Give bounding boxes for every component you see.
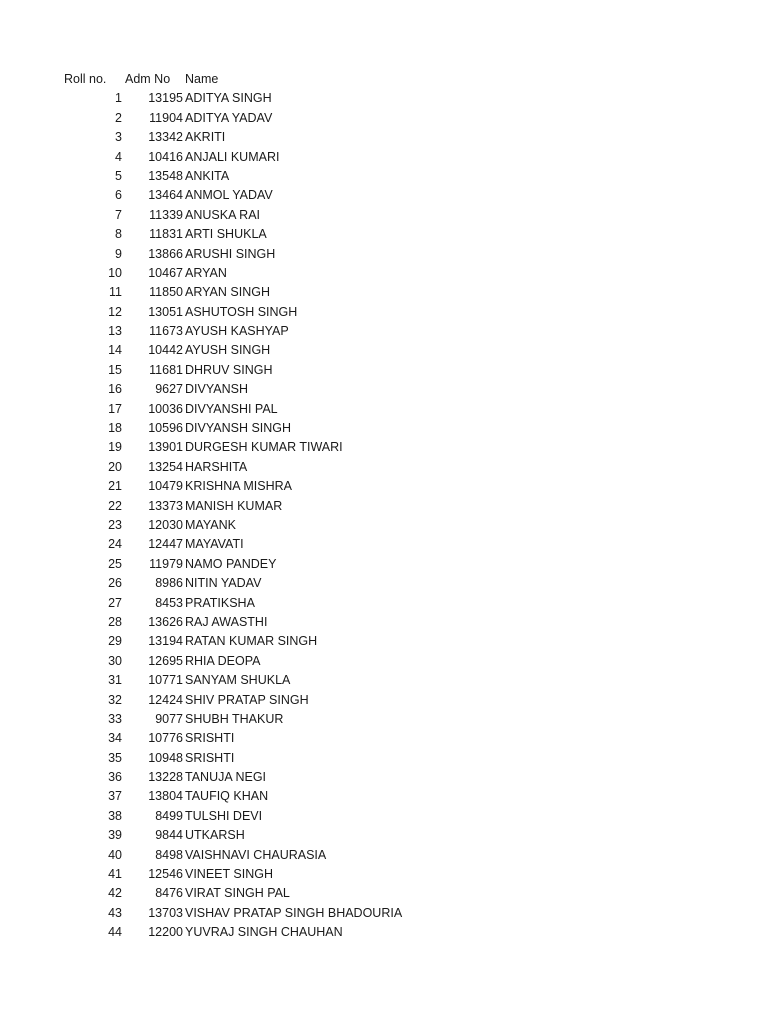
roll-no-cell: 11 — [109, 285, 122, 300]
name-cell: YUVRAJ SINGH CHAUHAN — [185, 925, 343, 940]
adm-no-cell: 10467 — [148, 265, 183, 280]
roll-no-cell: 22 — [108, 498, 122, 513]
table-row — [0, 186, 768, 205]
roll-no-cell: 33 — [108, 711, 122, 726]
roll-no-cell: 21 — [108, 479, 122, 494]
name-cell: NITIN YADAV — [185, 576, 262, 591]
roll-no-cell: 32 — [108, 692, 122, 707]
adm-no-cell: 11831 — [149, 227, 183, 242]
table-row — [0, 555, 768, 574]
name-cell: NAMO PANDEY — [185, 556, 277, 571]
table-row — [0, 904, 768, 923]
adm-no-cell: 12546 — [148, 867, 183, 882]
name-cell: ANUSKA RAI — [185, 207, 261, 222]
adm-no-cell: 12200 — [148, 925, 183, 940]
adm-no-cell: 8453 — [155, 595, 183, 610]
roll-no-cell: 12 — [108, 304, 122, 319]
adm-no-cell: 13373 — [148, 498, 183, 513]
table-row — [0, 128, 768, 147]
roll-no-cell: 44 — [108, 925, 122, 940]
name-cell: AYUSH SINGH — [185, 343, 271, 358]
name-cell: ADITYA YADAV — [185, 110, 273, 125]
adm-no-cell: 11673 — [149, 324, 183, 339]
adm-no-cell: 8498 — [155, 847, 183, 862]
roll-no-cell: 2 — [115, 110, 122, 125]
adm-no-cell: 8986 — [155, 576, 183, 591]
adm-no-cell: 11681 — [149, 362, 183, 377]
roll-no-cell: 13 — [108, 324, 122, 339]
adm-no-cell: 9077 — [155, 711, 183, 726]
name-cell: TANUJA NEGI — [185, 770, 267, 785]
table-row — [0, 652, 768, 671]
roll-no-cell: 42 — [108, 886, 122, 901]
name-cell: RHIA DEOPA — [185, 653, 261, 668]
table-row — [0, 283, 768, 302]
roll-no-cell: 41 — [108, 867, 122, 882]
table-row — [0, 594, 768, 613]
table-row — [0, 264, 768, 283]
roll-no-cell: 27 — [108, 595, 122, 610]
table-row — [0, 380, 768, 399]
name-cell: ANMOL YADAV — [185, 188, 273, 203]
name-cell: TULSHI DEVI — [185, 808, 263, 823]
table-row — [0, 807, 768, 826]
table-row — [0, 729, 768, 748]
adm-no-cell: 11850 — [149, 285, 183, 300]
name-cell: VAISHNAVI CHAURASIA — [185, 847, 327, 862]
roll-no-cell: 28 — [108, 614, 122, 629]
name-cell: VINEET SINGH — [185, 867, 273, 882]
adm-no-cell: 9844 — [155, 828, 183, 843]
adm-no-cell: 13228 — [148, 770, 183, 785]
adm-no-cell: 13626 — [148, 614, 183, 629]
adm-no-cell: 12424 — [148, 692, 183, 707]
roll-no-cell: 20 — [108, 459, 122, 474]
roll-no-cell: 24 — [108, 537, 122, 552]
name-cell: MAYAVATI — [185, 537, 244, 552]
name-cell: RATAN KUMAR SINGH — [185, 634, 318, 649]
roll-no-cell: 5 — [115, 168, 122, 183]
adm-no-cell: 13254 — [148, 459, 183, 474]
roll-no-cell: 25 — [108, 556, 122, 571]
name-cell: ARYAN SINGH — [185, 285, 270, 300]
name-cell: VISHAV PRATAP SINGH BHADOURIA — [185, 905, 403, 920]
name-cell: DIVYANSH SINGH — [185, 421, 292, 436]
roll-no-cell: 16 — [108, 382, 122, 397]
table-row — [0, 148, 768, 167]
adm-no-cell: 10479 — [148, 479, 183, 494]
table-row — [0, 341, 768, 360]
name-cell: MAYANK — [185, 517, 236, 532]
name-cell: ARUSHI SINGH — [185, 246, 276, 261]
roll-no-cell: 1 — [115, 91, 122, 106]
name-cell: ARYAN — [185, 265, 227, 280]
roll-no-cell: 15 — [108, 362, 122, 377]
roll-no-cell: 31 — [108, 673, 122, 688]
adm-no-cell: 10948 — [148, 750, 183, 765]
name-cell: AKRITI — [185, 130, 226, 145]
table-row — [0, 477, 768, 496]
table-row — [0, 419, 768, 438]
adm-no-cell: 11904 — [149, 110, 183, 125]
adm-no-cell: 13464 — [148, 188, 183, 203]
name-cell: RAJ AWASTHI — [185, 614, 268, 629]
roll-no-cell: 6 — [115, 188, 122, 203]
table-row — [0, 438, 768, 457]
name-cell: DIVYANSHI PAL — [185, 401, 278, 416]
adm-no-cell: 13901 — [148, 440, 183, 455]
roll-no-cell: 40 — [108, 847, 122, 862]
roll-no-cell: 43 — [108, 905, 122, 920]
roll-no-cell: 9 — [115, 246, 122, 261]
name-cell: PRATIKSHA — [185, 595, 255, 610]
name-cell: ANJALI KUMARI — [185, 149, 280, 164]
table-row — [0, 846, 768, 865]
name-cell: ANKITA — [185, 168, 230, 183]
adm-no-cell: 8499 — [155, 808, 183, 823]
name-cell: DHRUV SINGH — [185, 362, 273, 377]
adm-no-cell: 10771 — [148, 673, 183, 688]
table-row — [0, 109, 768, 128]
roll-no-cell: 36 — [108, 770, 122, 785]
roll-no-cell: 14 — [108, 343, 122, 358]
adm-no-cell: 10416 — [148, 149, 183, 164]
name-cell: VIRAT SINGH PAL — [185, 886, 290, 901]
table-row — [0, 400, 768, 419]
adm-no-cell: 13703 — [148, 905, 183, 920]
adm-no-cell: 8476 — [155, 886, 183, 901]
table-row — [0, 768, 768, 787]
table-row — [0, 497, 768, 516]
adm-no-cell: 12695 — [148, 653, 183, 668]
table-row — [0, 923, 768, 942]
roll-no-cell: 23 — [108, 517, 122, 532]
name-cell: DURGESH KUMAR TIWARI — [185, 440, 343, 455]
roll-no-cell: 29 — [108, 634, 122, 649]
roll-no-cell: 3 — [115, 130, 122, 145]
name-cell: SRISHTI — [185, 750, 235, 765]
table-row — [0, 361, 768, 380]
name-cell: UTKARSH — [185, 828, 245, 843]
roll-no-cell: 4 — [115, 149, 122, 164]
table-row — [0, 787, 768, 806]
table-row — [0, 167, 768, 186]
table-row — [0, 710, 768, 729]
header-adm-no: Adm No — [125, 72, 171, 86]
roll-no-cell: 8 — [115, 227, 122, 242]
adm-no-cell: 9627 — [155, 382, 183, 397]
table-row — [0, 826, 768, 845]
adm-no-cell: 13195 — [148, 91, 183, 106]
roll-no-cell: 38 — [108, 808, 122, 823]
name-cell: ARTI SHUKLA — [185, 227, 267, 242]
roll-no-cell: 26 — [108, 576, 122, 591]
table-row — [0, 303, 768, 322]
roll-no-cell: 37 — [108, 789, 122, 804]
table-row — [0, 632, 768, 651]
header-roll-no: Roll no. — [64, 72, 107, 86]
table-row — [0, 691, 768, 710]
adm-no-cell: 13804 — [148, 789, 183, 804]
table-row — [0, 516, 768, 535]
table-row — [0, 89, 768, 108]
roll-no-cell: 7 — [115, 207, 122, 222]
table-row — [0, 574, 768, 593]
table-row — [0, 671, 768, 690]
name-cell: SRISHTI — [185, 731, 235, 746]
adm-no-cell: 13051 — [148, 304, 183, 319]
name-cell: DIVYANSH — [185, 382, 248, 397]
table-row — [0, 613, 768, 632]
adm-no-cell: 12030 — [148, 517, 183, 532]
adm-no-cell: 13194 — [148, 634, 183, 649]
adm-no-cell: 13866 — [148, 246, 183, 261]
name-cell: SHIV PRATAP SINGH — [185, 692, 309, 707]
name-cell: ASHUTOSH SINGH — [185, 304, 298, 319]
table-row — [0, 865, 768, 884]
name-cell: HARSHITA — [185, 459, 248, 474]
roll-no-cell: 35 — [108, 750, 122, 765]
adm-no-cell: 11979 — [149, 556, 183, 571]
name-cell: MANISH KUMAR — [185, 498, 283, 513]
adm-no-cell: 12447 — [148, 537, 183, 552]
adm-no-cell: 10596 — [148, 421, 183, 436]
adm-no-cell: 13548 — [148, 168, 183, 183]
name-cell: ADITYA SINGH — [185, 91, 272, 106]
table-row — [0, 535, 768, 554]
roll-no-cell: 30 — [108, 653, 122, 668]
adm-no-cell: 10442 — [148, 343, 183, 358]
name-cell: SANYAM SHUKLA — [185, 673, 291, 688]
name-cell: SHUBH THAKUR — [185, 711, 284, 726]
table-row — [0, 322, 768, 341]
table-row — [0, 749, 768, 768]
header-name: Name — [185, 72, 219, 86]
table-row — [0, 206, 768, 225]
roll-no-cell: 19 — [108, 440, 122, 455]
adm-no-cell: 10776 — [148, 731, 183, 746]
roll-no-cell: 34 — [108, 731, 122, 746]
header-row — [0, 70, 768, 89]
roll-no-cell: 18 — [108, 421, 122, 436]
student-rows — [0, 89, 768, 942]
table-row — [0, 458, 768, 477]
name-cell: AYUSH KASHYAP — [185, 324, 289, 339]
adm-no-cell: 13342 — [148, 130, 183, 145]
table-row — [0, 225, 768, 244]
table-row — [0, 884, 768, 903]
roll-no-cell: 17 — [108, 401, 122, 416]
adm-no-cell: 10036 — [148, 401, 183, 416]
adm-no-cell: 11339 — [149, 207, 183, 222]
roll-no-cell: 10 — [108, 265, 122, 280]
student-roll-list — [0, 70, 768, 943]
name-cell: KRISHNA MISHRA — [185, 479, 292, 494]
roll-no-cell: 39 — [108, 828, 122, 843]
table-row — [0, 245, 768, 264]
name-cell: TAUFIQ KHAN — [185, 789, 269, 804]
